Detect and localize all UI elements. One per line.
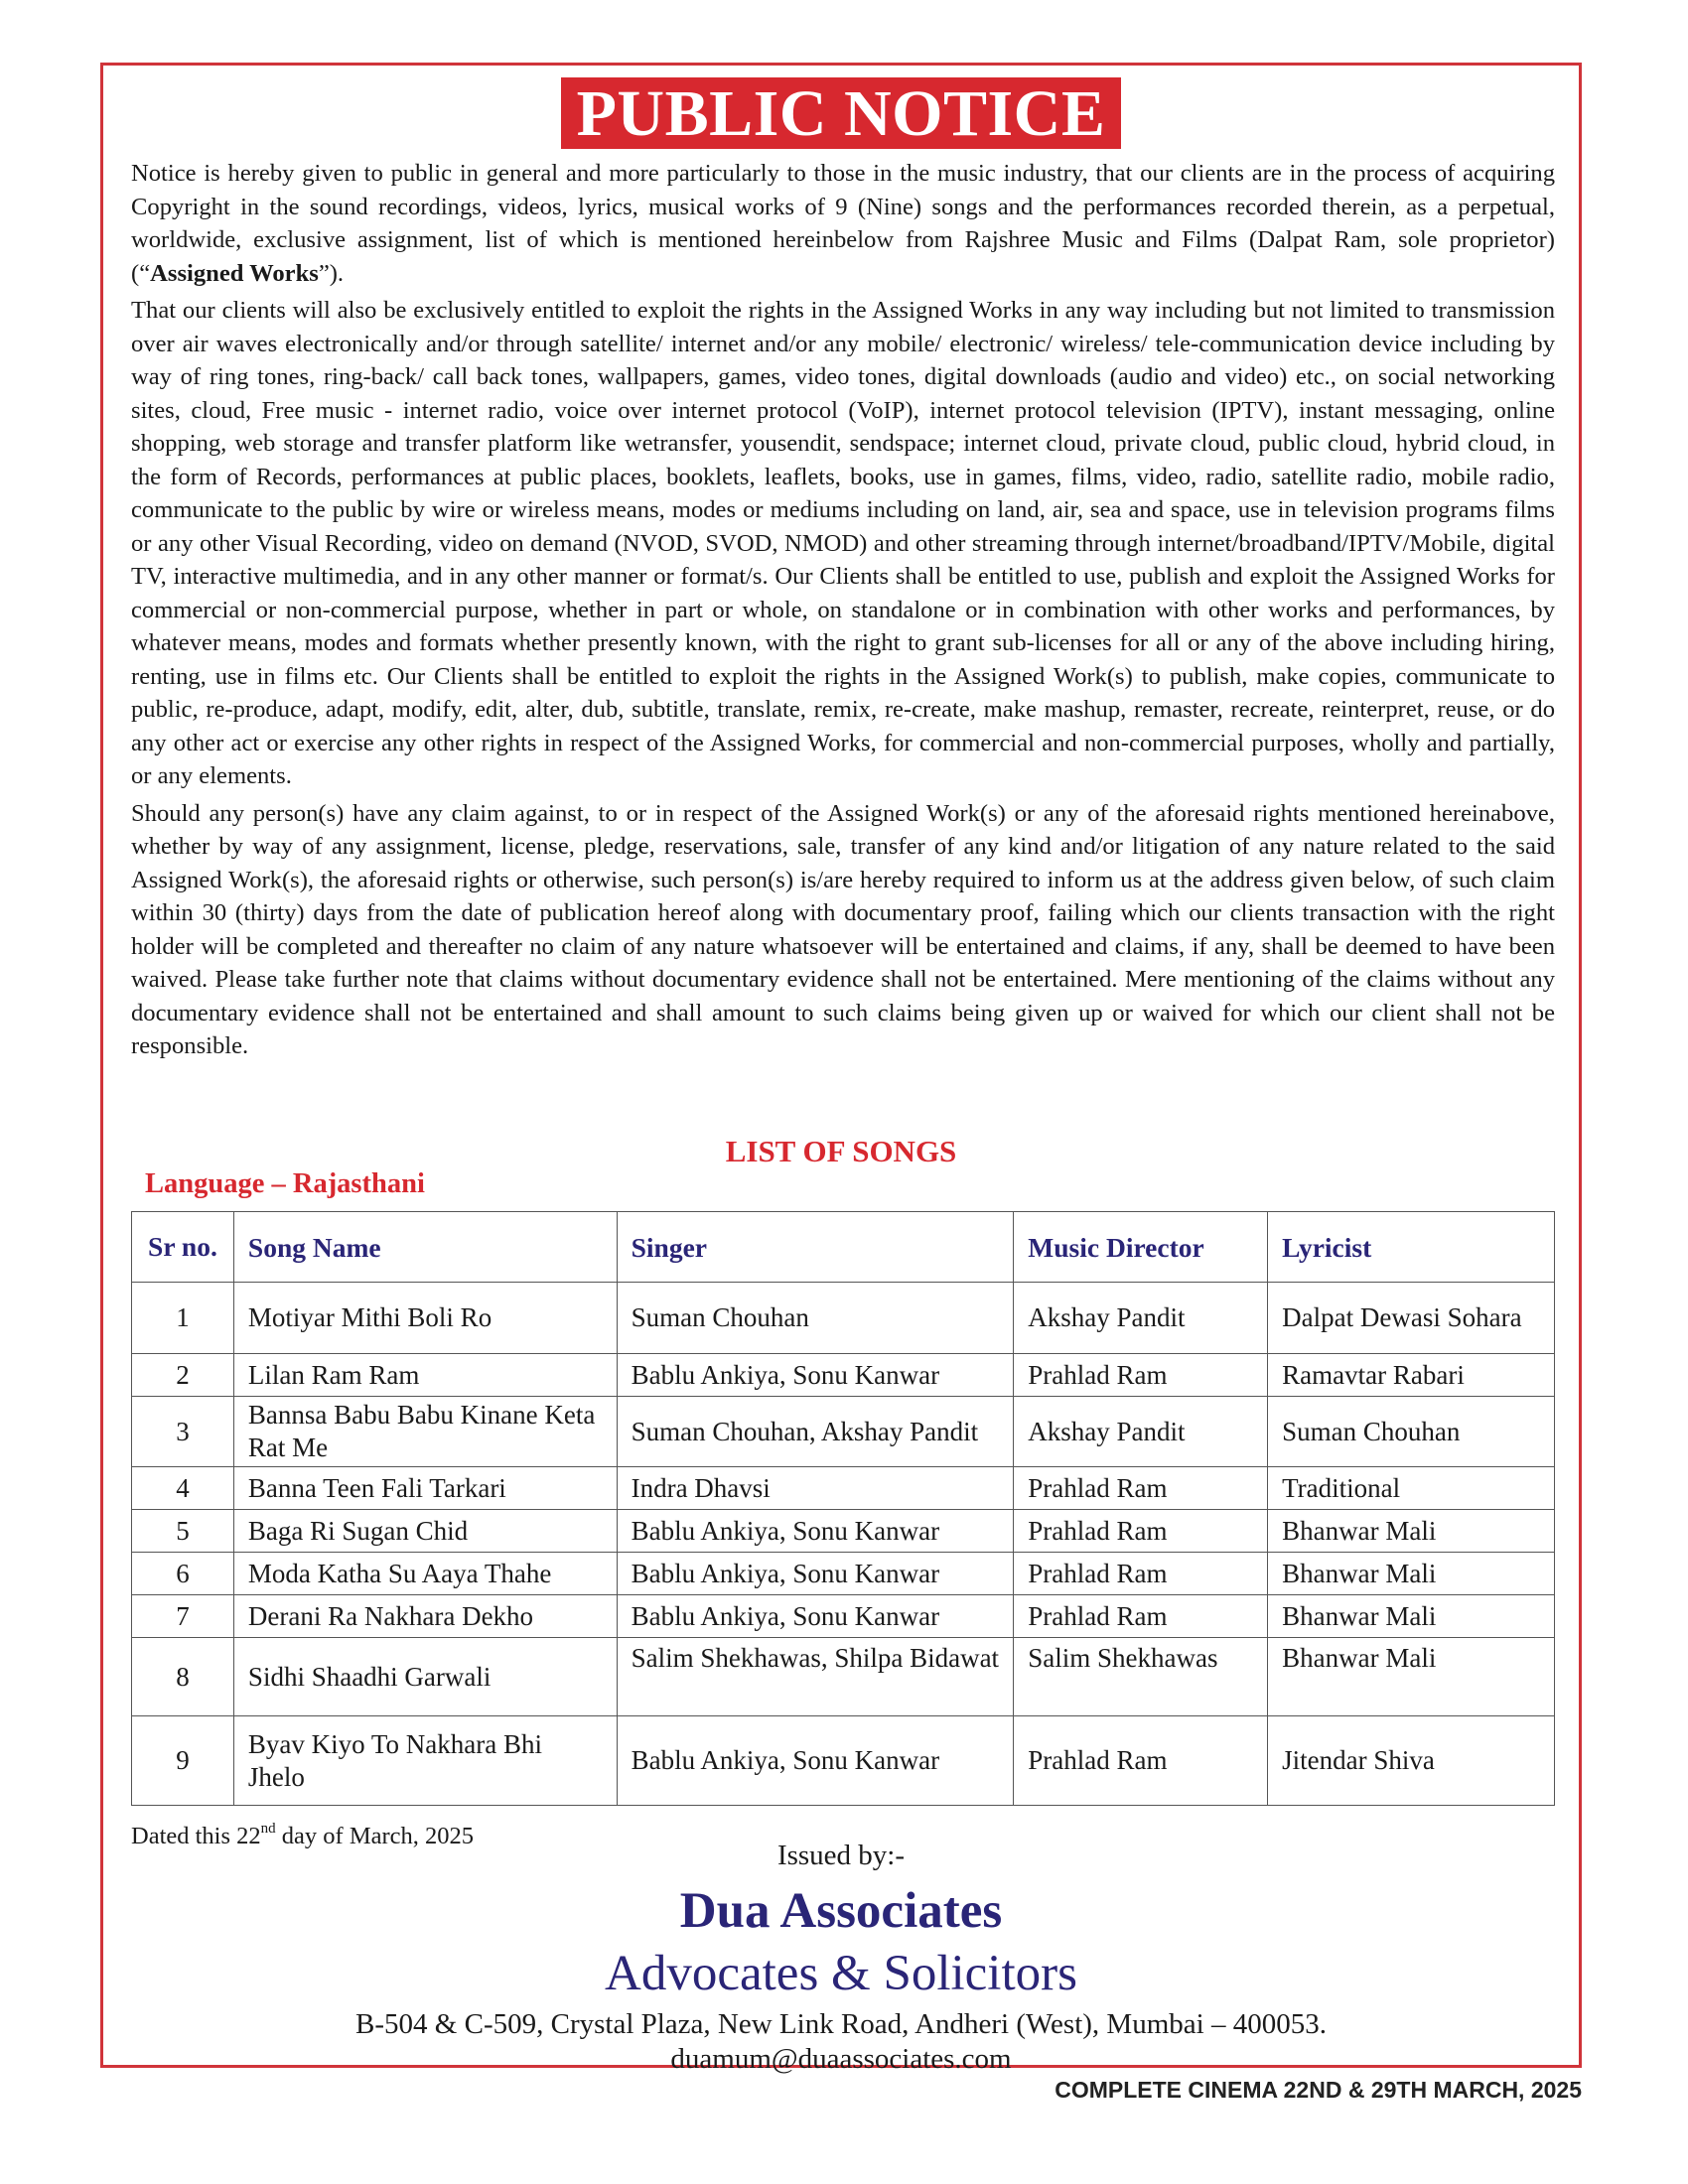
date-ordinal: nd — [260, 1821, 276, 1837]
cell-lyricist: Bhanwar Mali — [1268, 1510, 1555, 1553]
cell-song: Lilan Ram Ram — [233, 1354, 617, 1397]
cell-lyricist: Bhanwar Mali — [1268, 1638, 1555, 1716]
cell-song: Sidhi Shaadhi Garwali — [233, 1638, 617, 1716]
cell-singer: Suman Chouhan — [617, 1283, 1014, 1354]
cell-director: Prahlad Ram — [1014, 1467, 1268, 1510]
cell-song: Banna Teen Fali Tarkari — [233, 1467, 617, 1510]
cell-sr: 9 — [132, 1716, 234, 1806]
firm-name: Dua Associates — [679, 1883, 1003, 1939]
title-wrap — [103, 77, 1579, 149]
cell-lyricist: Traditional — [1268, 1467, 1555, 1510]
table-row — [132, 1510, 1555, 1553]
cell-song: Moda Katha Su Aaya Thahe — [233, 1553, 617, 1595]
cell-lyricist: Dalpat Dewasi Sohara — [1268, 1283, 1555, 1354]
cell-sr: 6 — [132, 1553, 234, 1595]
notice-title: PUBLIC NOTICE — [561, 77, 1122, 149]
publication-footer: COMPLETE CINEMA 22ND & 29TH MARCH, 2025 — [1055, 2077, 1582, 2103]
table-row — [132, 1716, 1555, 1806]
table-row — [132, 1553, 1555, 1595]
notice-body — [131, 157, 1555, 1067]
cell-sr: 5 — [132, 1510, 234, 1553]
header-music-director: Music Director — [1014, 1212, 1268, 1283]
cell-director: Akshay Pandit — [1014, 1283, 1268, 1354]
cell-lyricist: Bhanwar Mali — [1268, 1553, 1555, 1595]
issued-by: Issued by:- — [776, 1840, 906, 1871]
cell-director: Prahlad Ram — [1014, 1354, 1268, 1397]
date-prefix: Dated this 22 — [131, 1823, 261, 1849]
cell-singer: Bablu Ankiya, Sonu Kanwar — [617, 1354, 1014, 1397]
cell-director: Prahlad Ram — [1014, 1510, 1268, 1553]
cell-singer: Salim Shekhawas, Shilpa Bidawat — [617, 1638, 1014, 1716]
paragraph-1-end: ”). — [318, 259, 345, 287]
table-row — [132, 1397, 1555, 1467]
cell-singer: Bablu Ankiya, Sonu Kanwar — [617, 1716, 1014, 1806]
table-row — [132, 1283, 1555, 1354]
songs-table — [131, 1211, 1555, 1806]
table-header-row — [132, 1212, 1555, 1283]
firm-tagline: Advocates & Solicitors — [605, 1946, 1077, 2001]
cell-sr: 8 — [132, 1638, 234, 1716]
cell-song: Motiyar Mithi Boli Ro — [233, 1283, 617, 1354]
table-row — [132, 1595, 1555, 1638]
paragraph-3: Should any person(s) have any claim against, to or in respect of the Assigned Work(s) or any of the aforesaid rights mentioned hereinabove, whether by way of any assignment, license, pledge, reservations, sale, transfer of any kind and/or litigation of any nature related to the said Assigned Work(s), the aforesaid rights or otherwise, such person(s) is/are hereby required to inform us at the address given below, of such claim within 30 (thirty) days from the date of publication hereof along with documentary proof, failing which our clients transaction with the right holder will be completed and thereafter no claim of any nature whatsoever will be entertained and claims, if any, shall be deemed to have been waived. Please take further note that claims without documentary evidence shall not be entertained. Mere mentioning of the claims without any documentary evidence shall not be entertained and shall amount to such claims being given up or waived for which our client shall not be responsible. — [131, 799, 1555, 1059]
header-sr-no: Sr no. — [132, 1212, 234, 1283]
paragraph-1-text: Notice is hereby given to public in general and more particularly to those in the music industry, that our clients are in the process of acquiring Copyright in the sound recordings, videos, lyrics, musical works of 9 (Nine) songs and the performances recorded therein, as a perpetual, worldwide, exclusive assignment, list of which is mentioned hereinbelow from Rajshree Music and Films (Dalpat Ram, sole proprietor) (“ — [131, 160, 1555, 287]
language-label: Language – Rajasthani — [145, 1168, 425, 1199]
cell-sr: 7 — [132, 1595, 234, 1638]
cell-director: Prahlad Ram — [1014, 1716, 1268, 1806]
cell-lyricist: Suman Chouhan — [1268, 1397, 1555, 1467]
paragraph-1 — [131, 157, 1555, 290]
cell-song: Byav Kiyo To Nakhara Bhi Jhelo — [233, 1716, 617, 1806]
cell-singer: Bablu Ankiya, Sonu Kanwar — [617, 1510, 1014, 1553]
cell-song: Bannsa Babu Babu Kinane Keta Rat Me — [233, 1397, 617, 1467]
firm-email: duamum@duaassociates.com — [670, 2043, 1012, 2075]
header-singer: Singer — [617, 1212, 1014, 1283]
cell-singer: Indra Dhavsi — [617, 1467, 1014, 1510]
cell-singer: Bablu Ankiya, Sonu Kanwar — [617, 1595, 1014, 1638]
cell-singer: Suman Chouhan, Akshay Pandit — [617, 1397, 1014, 1467]
cell-lyricist: Ramavtar Rabari — [1268, 1354, 1555, 1397]
date-suffix: day of March, 2025 — [275, 1823, 475, 1849]
table-row — [132, 1638, 1555, 1716]
header-lyricist: Lyricist — [1268, 1212, 1555, 1283]
cell-song: Derani Ra Nakhara Dekho — [233, 1595, 617, 1638]
assigned-works-term: Assigned Works — [150, 259, 319, 287]
list-of-songs-heading: LIST OF SONGS — [725, 1134, 957, 1168]
cell-director: Akshay Pandit — [1014, 1397, 1268, 1467]
cell-sr: 1 — [132, 1283, 234, 1354]
cell-sr: 4 — [132, 1467, 234, 1510]
cell-director: Salim Shekhawas — [1014, 1638, 1268, 1716]
cell-director: Prahlad Ram — [1014, 1553, 1268, 1595]
cell-lyricist: Jitendar Shiva — [1268, 1716, 1555, 1806]
cell-singer: Bablu Ankiya, Sonu Kanwar — [617, 1553, 1014, 1595]
header-song-name: Song Name — [233, 1212, 617, 1283]
cell-director: Prahlad Ram — [1014, 1595, 1268, 1638]
cell-sr: 2 — [132, 1354, 234, 1397]
paragraph-2: That our clients will also be exclusively entitled to exploit the rights in the Assigned Works in any way including but not limited to transmission over air waves electronically and/or through satellite/ internet and/or any mobile/ electronic/ wireless/ tele-communication device including by way of ring tones, ring-back/ call back tones, wallpapers, games, video tones, digital downloads (audio and video) etc., on social networking sites, cloud, Free music - internet radio, voice over internet protocol (VoIP), internet protocol television (IPTV), instant messaging, online shopping, web storage and transfer platform like wetransfer, yousendit, sendspace; internet cloud, private cloud, public cloud, hybrid cloud, in the form of Records, performances at public places, booklets, leaflets, books, use in games, films, video, radio, satellite radio, mobile radio, communicate to the public by wire or wireless means, modes or mediums including on land, air, sea and space, use in television programs films or any other Visual Recording, video on demand (NVOD, SVOD, NMOD) and other streaming through internet/broadband/IPTV/Mobile, digital TV, interactive multimedia, and in any other manner or format/s. Our Clients shall be entitled to use, publish and exploit the Assigned Works for commercial or non-commercial purpose, whether in part or whole, on standalone or in combination with other works and performances, by whatever means, modes and formats whether presently known, with the right to grant sub-licenses for all or any of the above including hiring, renting, use in films etc. Our Clients shall be entitled to exploit the rights in the Assigned Work(s) to publish, make copies, communicate to public, re-produce, adapt, modify, edit, alter, dub, subtitle, translate, remix, re-create, make mashup, remaster, recreate, reinterpret, reuse, or do any other act or exercise any other rights in respect of the Assigned Works, for commercial and non-commercial purposes, wholly and partially, or any elements. — [131, 297, 1555, 789]
firm-address: B-504 & C-509, Crystal Plaza, New Link Road, Andheri (West), Mumbai – 400053. — [355, 2008, 1327, 2040]
table-row — [132, 1467, 1555, 1510]
cell-lyricist: Bhanwar Mali — [1268, 1595, 1555, 1638]
cell-song: Baga Ri Sugan Chid — [233, 1510, 617, 1553]
notice-frame — [100, 63, 1582, 2075]
cell-sr: 3 — [132, 1397, 234, 1467]
table-row — [132, 1354, 1555, 1397]
